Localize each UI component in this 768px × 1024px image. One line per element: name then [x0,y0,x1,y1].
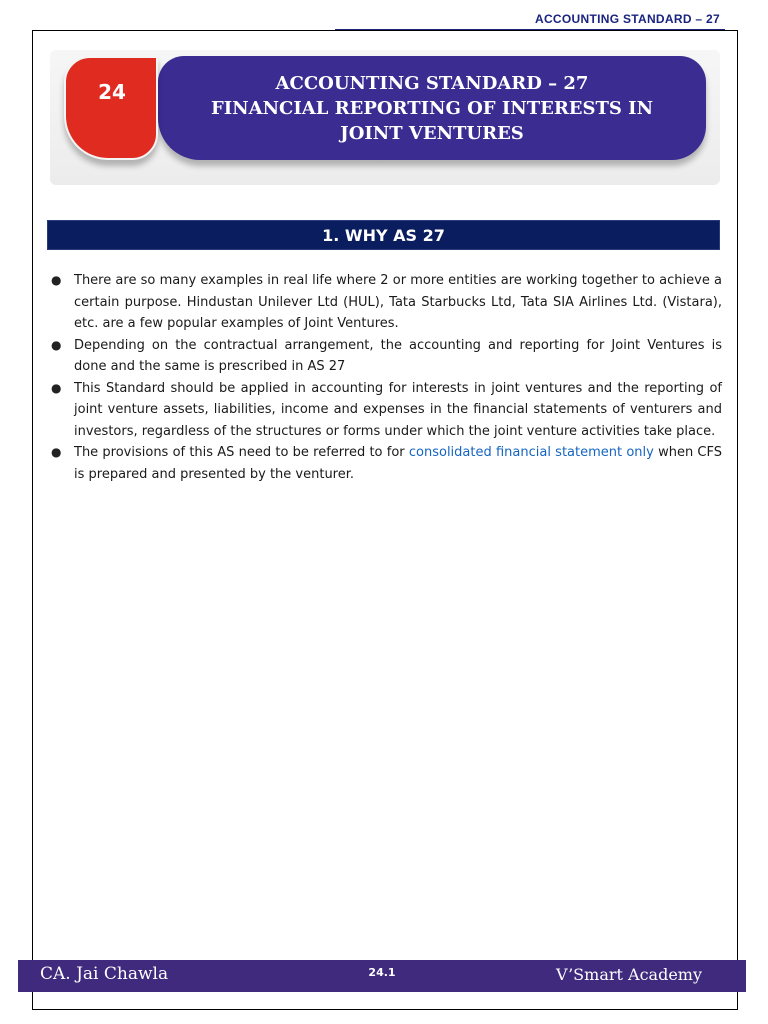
footer-bar [18,960,746,992]
section-heading: 1. WHY AS 27 [47,220,720,250]
bullet-text: when CFS is prepared and presented by the venturer. [74,445,723,482]
chapter-number-badge [64,56,158,160]
chapter-title-line-1: ACCOUNTING STANDARD – 27 [275,72,589,94]
bullet-text: Depending on the contractual arrangement, the accounting and reporting for Joint Ventures is done and the same is prescribed in AS 27 [74,337,722,374]
list-item [48,270,722,335]
chapter-number: 24 [98,80,126,104]
chapter-title-line-2: FINANCIAL REPORTING OF INTERESTS IN [210,97,654,119]
bullet-dot-icon: ● [51,380,62,395]
bullet-list [48,270,722,485]
chapter-title-line-3: JOINT VENTURES [340,122,524,144]
list-item [48,335,722,378]
footer-author: CA. Jai Chawla [40,964,169,984]
bullet-text: This Standard should be applied in accounting for interests in joint ventures and the reporting of joint venture assets, liabilities, income and expenses in the financial statements of venturers and investors, regardless of the structures or forms under which the joint venture activities take place. [74,380,722,439]
list-item [48,378,722,443]
chapter-title-banner [158,56,706,160]
bullet-dot-icon: ● [51,337,62,352]
bullet-text: There are so many examples in real life where 2 or more entities are working together to achieve a certain purpose. Hindustan Unilever Ltd (HUL), Tata Starbucks Ltd, Tata SIA Airlines Ltd. (Vistara), etc. are a few popular examples of Joint Ventures. [74,273,722,331]
running-header: ACCOUNTING STANDARD – 27 [535,12,720,26]
highlighted-text: consolidated financial statement only [408,445,654,460]
footer-brand: V’Smart Academy [555,965,702,984]
page-number: 24.1 [368,966,396,979]
bullet-dot-icon: ● [51,273,62,287]
bullet-text: The provisions of this AS need to be referred to for [74,445,409,460]
bullet-dot-icon: ● [51,445,62,459]
list-item [48,442,722,485]
